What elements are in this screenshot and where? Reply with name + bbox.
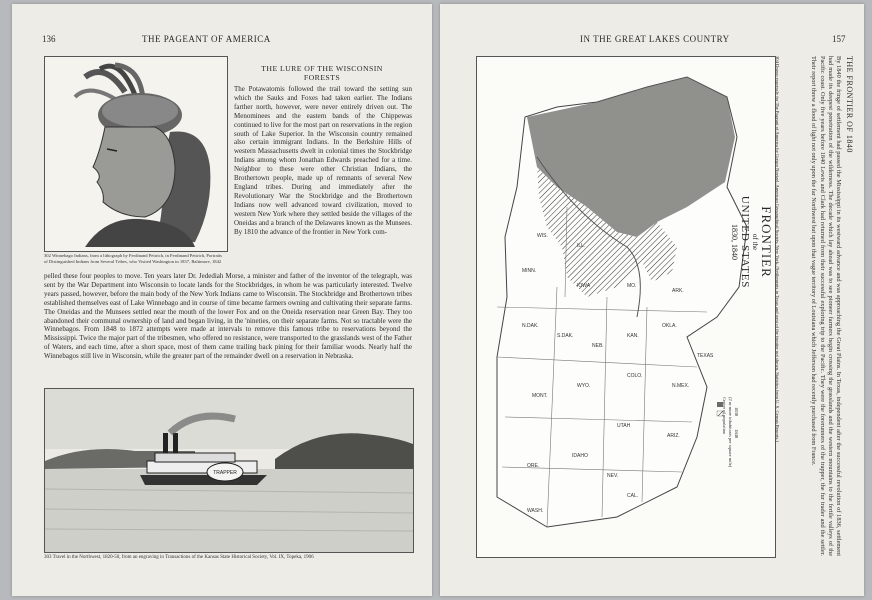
article-title-line2: FORESTS xyxy=(303,73,341,82)
portrait-caption: 302 Winnebago Indians, from a lithograph by Ferdinand Pettrich, in Ferdinand Pettrich, Portraits of Distinguished Indians from Several Tribes, who Visited Washington in 1837, Baltimore, 1842 xyxy=(44,253,222,264)
frontier-section xyxy=(809,56,854,556)
left-page xyxy=(12,4,432,596)
article-column-text: The Potawatomis followed the trail toward the setting sun which the Sauks and Foxes had taken earlier. The Indians farther north, however, were never entirely driven out. The Menominees and the eastern bands of the Chippewas continued to live for the most part on reservations in the region south of Lake Superior. In the Wisconsin country remained also certain immigrant Indians. In the Berkshire Hills of western Massachusetts dwelt in colonial times the Stockbridge Indians among whom Jonathan Edwards preached for a time. Neighbor to these were other Christian Indians, the Brothertown people, made up of remnants of several New England tribes. During and immediately after the Revolutionary War the Stockbridge and the Brothertown Indians now well advanced toward civilization, moved to western New York where they settled beside the villages of the Oneidas and a branch of the Delawares known as the Munsees. By 1810 the advance of the frontier in New York com- xyxy=(234,85,412,236)
portrait-engraving xyxy=(45,57,227,251)
state-label-nmex: N.MEX. xyxy=(672,383,690,389)
state-label-ore: ORE. xyxy=(527,463,540,469)
state-label-minn: MINN. xyxy=(522,268,537,274)
state-label-texas: TEXAS xyxy=(697,353,714,359)
map-title-line1: FRONTIER xyxy=(759,206,774,278)
map-title-line2: of the xyxy=(751,233,759,251)
state-label-iowa: IOWA xyxy=(577,283,591,289)
state-label-utah: UTAH xyxy=(617,423,631,429)
map-credit-text: Drawn expressly for The Pageant of America by Gregor Noetzel, American Geographical Society, New York. (Settlements in Texas and west of the frontier not shown. Statistics from U. S. Census Reports.) xyxy=(775,64,780,442)
map-title-line4: 1830, 1840 xyxy=(730,224,739,260)
state-label-cal: CAL. xyxy=(627,493,639,499)
article-title xyxy=(232,64,412,82)
frontier-map-drawing xyxy=(477,57,775,557)
map-legend xyxy=(721,397,739,467)
state-label-wis: WIS. xyxy=(537,233,548,239)
legend-note: (2 or more inhabitants per square mile) xyxy=(728,397,733,468)
section-text: By 1840 the fringe of settlement had passed the Mississippi in its westward advance and was approaching the Great Plains. In Texas, independent after the successful revolution of 1836, settlement had made its deepest penetration of the wilderness. The decade which lay ahead was to see pioneer farmers begin crossing the grasslands and the western mountains to the fertile valleys of the Pacific coast. Only five years before 1840 Lewis and Clark had returned from their successful exploring trip to the Pacific. They were the forerunners of the trapper, the fur trader and the settler. Their report threw a flood of light not only upon the far Northwest but upon that vague territory of Louisiana which Jefferson had recently purchased from France. xyxy=(810,56,842,556)
right-running-head: IN THE GREAT LAKES COUNTRY xyxy=(580,34,730,44)
right-page xyxy=(440,4,864,596)
state-label-ariz: ARIZ. xyxy=(667,433,680,439)
legend-center: Center of population xyxy=(722,397,727,435)
article-title-line1: THE LURE OF THE WISCONSIN xyxy=(261,64,383,73)
state-label-neb: NEB. xyxy=(592,343,604,349)
map-title xyxy=(730,177,773,307)
state-label-wyo: WYO. xyxy=(577,383,591,389)
steamboat-engraving xyxy=(45,389,413,552)
left-running-head: THE PAGEANT OF AMERICA xyxy=(142,34,271,44)
state-label-idaho: IDAHO xyxy=(572,453,588,459)
section-title: THE FRONTIER OF 1840 xyxy=(845,56,854,153)
steamboat-name: TRAPPER xyxy=(213,470,237,476)
legend-1840-label: 1840 xyxy=(734,429,739,439)
right-page-number: 157 xyxy=(832,34,846,44)
map-number: 304 xyxy=(775,56,780,63)
state-label-ark: ARK. xyxy=(672,288,684,294)
steamboat-image xyxy=(44,388,414,553)
frontier-map xyxy=(476,56,776,558)
state-label-sdak: S.DAK. xyxy=(557,333,574,339)
left-page-number: 136 xyxy=(42,34,56,44)
winnebago-portrait-image xyxy=(44,56,228,252)
state-label-wash: WASH. xyxy=(527,508,544,514)
state-label-mo: MO. xyxy=(627,283,637,289)
legend-1830-label: 1830 xyxy=(734,407,739,416)
state-label-okla: OKLA. xyxy=(662,323,677,329)
steamboat-caption: 303 Travel in the Northwest, 1820-50, from an engraving in Transactions of the Kansas State Historical Society, Vol. IX, Topeka, 1906 xyxy=(44,555,314,560)
article-wide-text: pelled these four peoples to move. Ten years later Dr. Jedediah Morse, a minister and father of the inventor of the telegraph, was sent by the War Department into Wisconsin to locate lands for the Stockbridges, in whom he was particularly interested. Twelve years passed, however, before the main body of the New York Indians came to Wisconsin. The Stockbridge and Brothertown tribes established themselves east of Lake Winnebago and in course of time became farmers owning and cultivating their separate farms. The Oneidas and the Munsees settled near the mouth of the lower Fox and on the Oneida reservation near Green Bay. They too abandoned their communal ownership of land and began living, in the 'nineties, on their separate farms. Not so tractable were the Winnebagos. From 1848 to 1872 attempts were made at intervals to remove this famous tribe to reservations beyond the Mississippi. Twice the major part of the tribesmen, who offered no resistance, were transported to the grasslands west of the Father of Waters, and each time, after a short space, most of them came trailing back pining for their familiar woods. Nearly half the Winnebagos still live in Wisconsin, while the greater part of the remainder dwell on a reservation in Nebraska. xyxy=(44,272,412,361)
map-credit xyxy=(775,56,781,556)
map-title-line3: UNITED STATES xyxy=(739,195,751,289)
state-label-mont: MONT. xyxy=(532,393,548,399)
state-label-colo: COLO. xyxy=(627,373,643,379)
state-label-ndak: N.DAK. xyxy=(522,323,539,329)
state-label-kan: KAN. xyxy=(627,333,639,339)
state-label-nev: NEV. xyxy=(607,473,619,479)
state-label-ill: ILL. xyxy=(577,243,586,249)
